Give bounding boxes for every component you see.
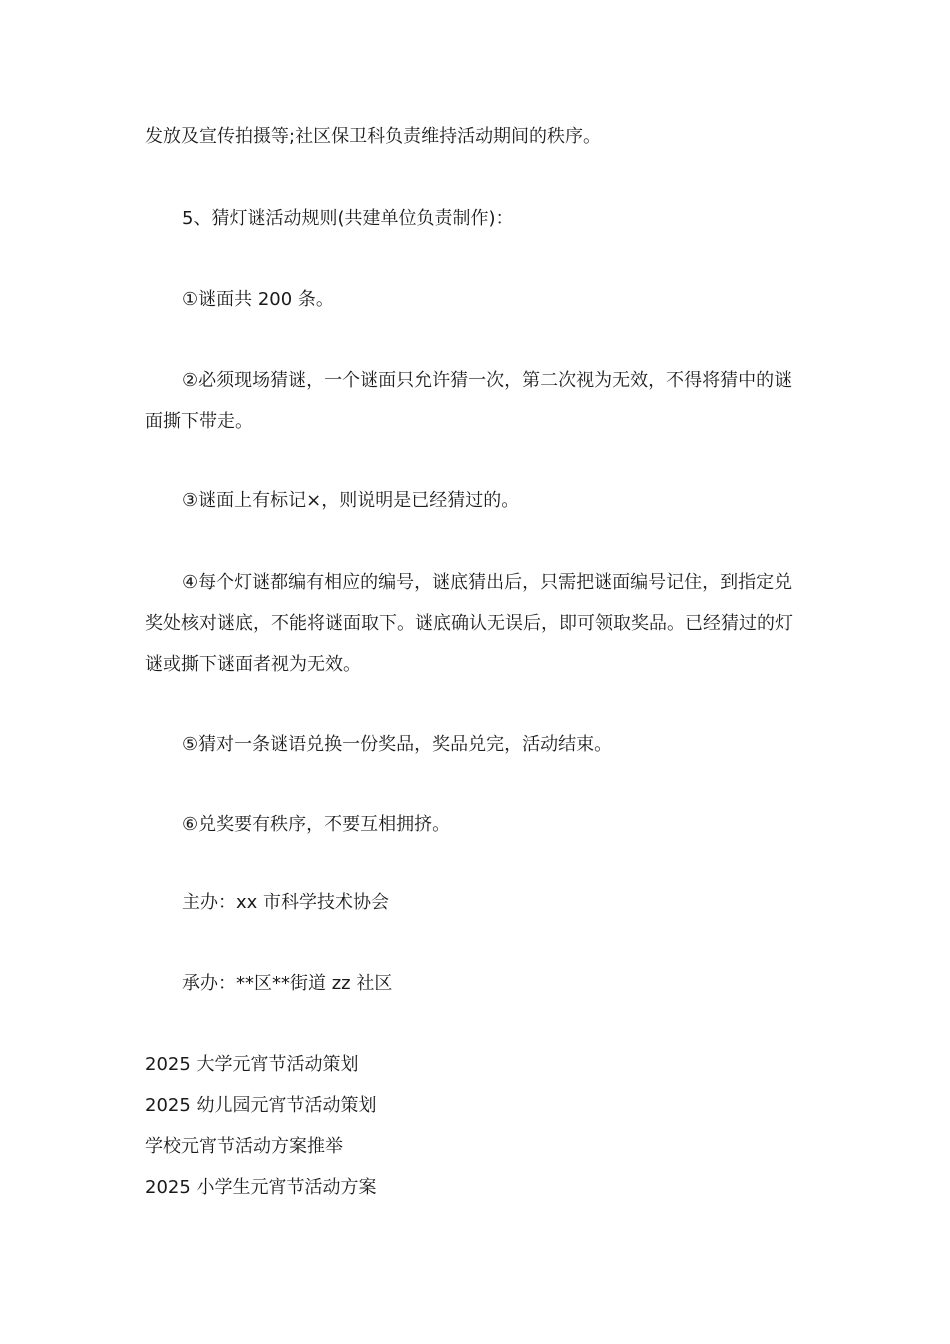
paragraph-rule-1: ①谜面共 200 条。: [182, 289, 334, 310]
paragraph-riddle-rules-heading: 5、猜灯谜活动规则(共建单位负责制作)：: [182, 208, 514, 229]
paragraph-rule-5: ⑤猜对一条谜语兑换一份奖品，奖品兑完，活动结束。: [182, 734, 613, 755]
paragraph-organizer: 主办：xx 市科学技术协会: [182, 892, 390, 913]
paragraph-rule-2: ②必须现场猜谜，一个谜面只允许猜一次，第二次视为无效，不得将猜中的谜面撕下带走。: [145, 370, 793, 432]
related-link-4[interactable]: 2025 小学生元宵节活动方案: [145, 1177, 377, 1198]
related-link-1[interactable]: 2025 大学元宵节活动策划: [145, 1054, 359, 1075]
related-link-2[interactable]: 2025 幼儿园元宵节活动策划: [145, 1095, 377, 1116]
paragraph-rule-3: ③谜面上有标记×，则说明是已经猜过的。: [182, 490, 520, 511]
paragraph-co-organizer: 承办：**区**街道 zz 社区: [182, 973, 393, 994]
related-link-3[interactable]: 学校元宵节活动方案推举: [145, 1136, 343, 1157]
paragraph-rule-4: ④每个灯谜都编有相应的编号，谜底猜出后，只需把谜面编号记住，到指定兑奖处核对谜底，不能将谜面取下。谜底确认无误后，即可领取奖品。已经猜过的灯谜或撕下谜面者视为无效。: [145, 572, 793, 675]
paragraph-intro-continuation: 发放及宣传拍摄等;社区保卫科负责维持活动期间的秩序。: [145, 126, 602, 147]
paragraph-rule-6: ⑥兑奖要有秩序，不要互相拥挤。: [182, 814, 451, 835]
